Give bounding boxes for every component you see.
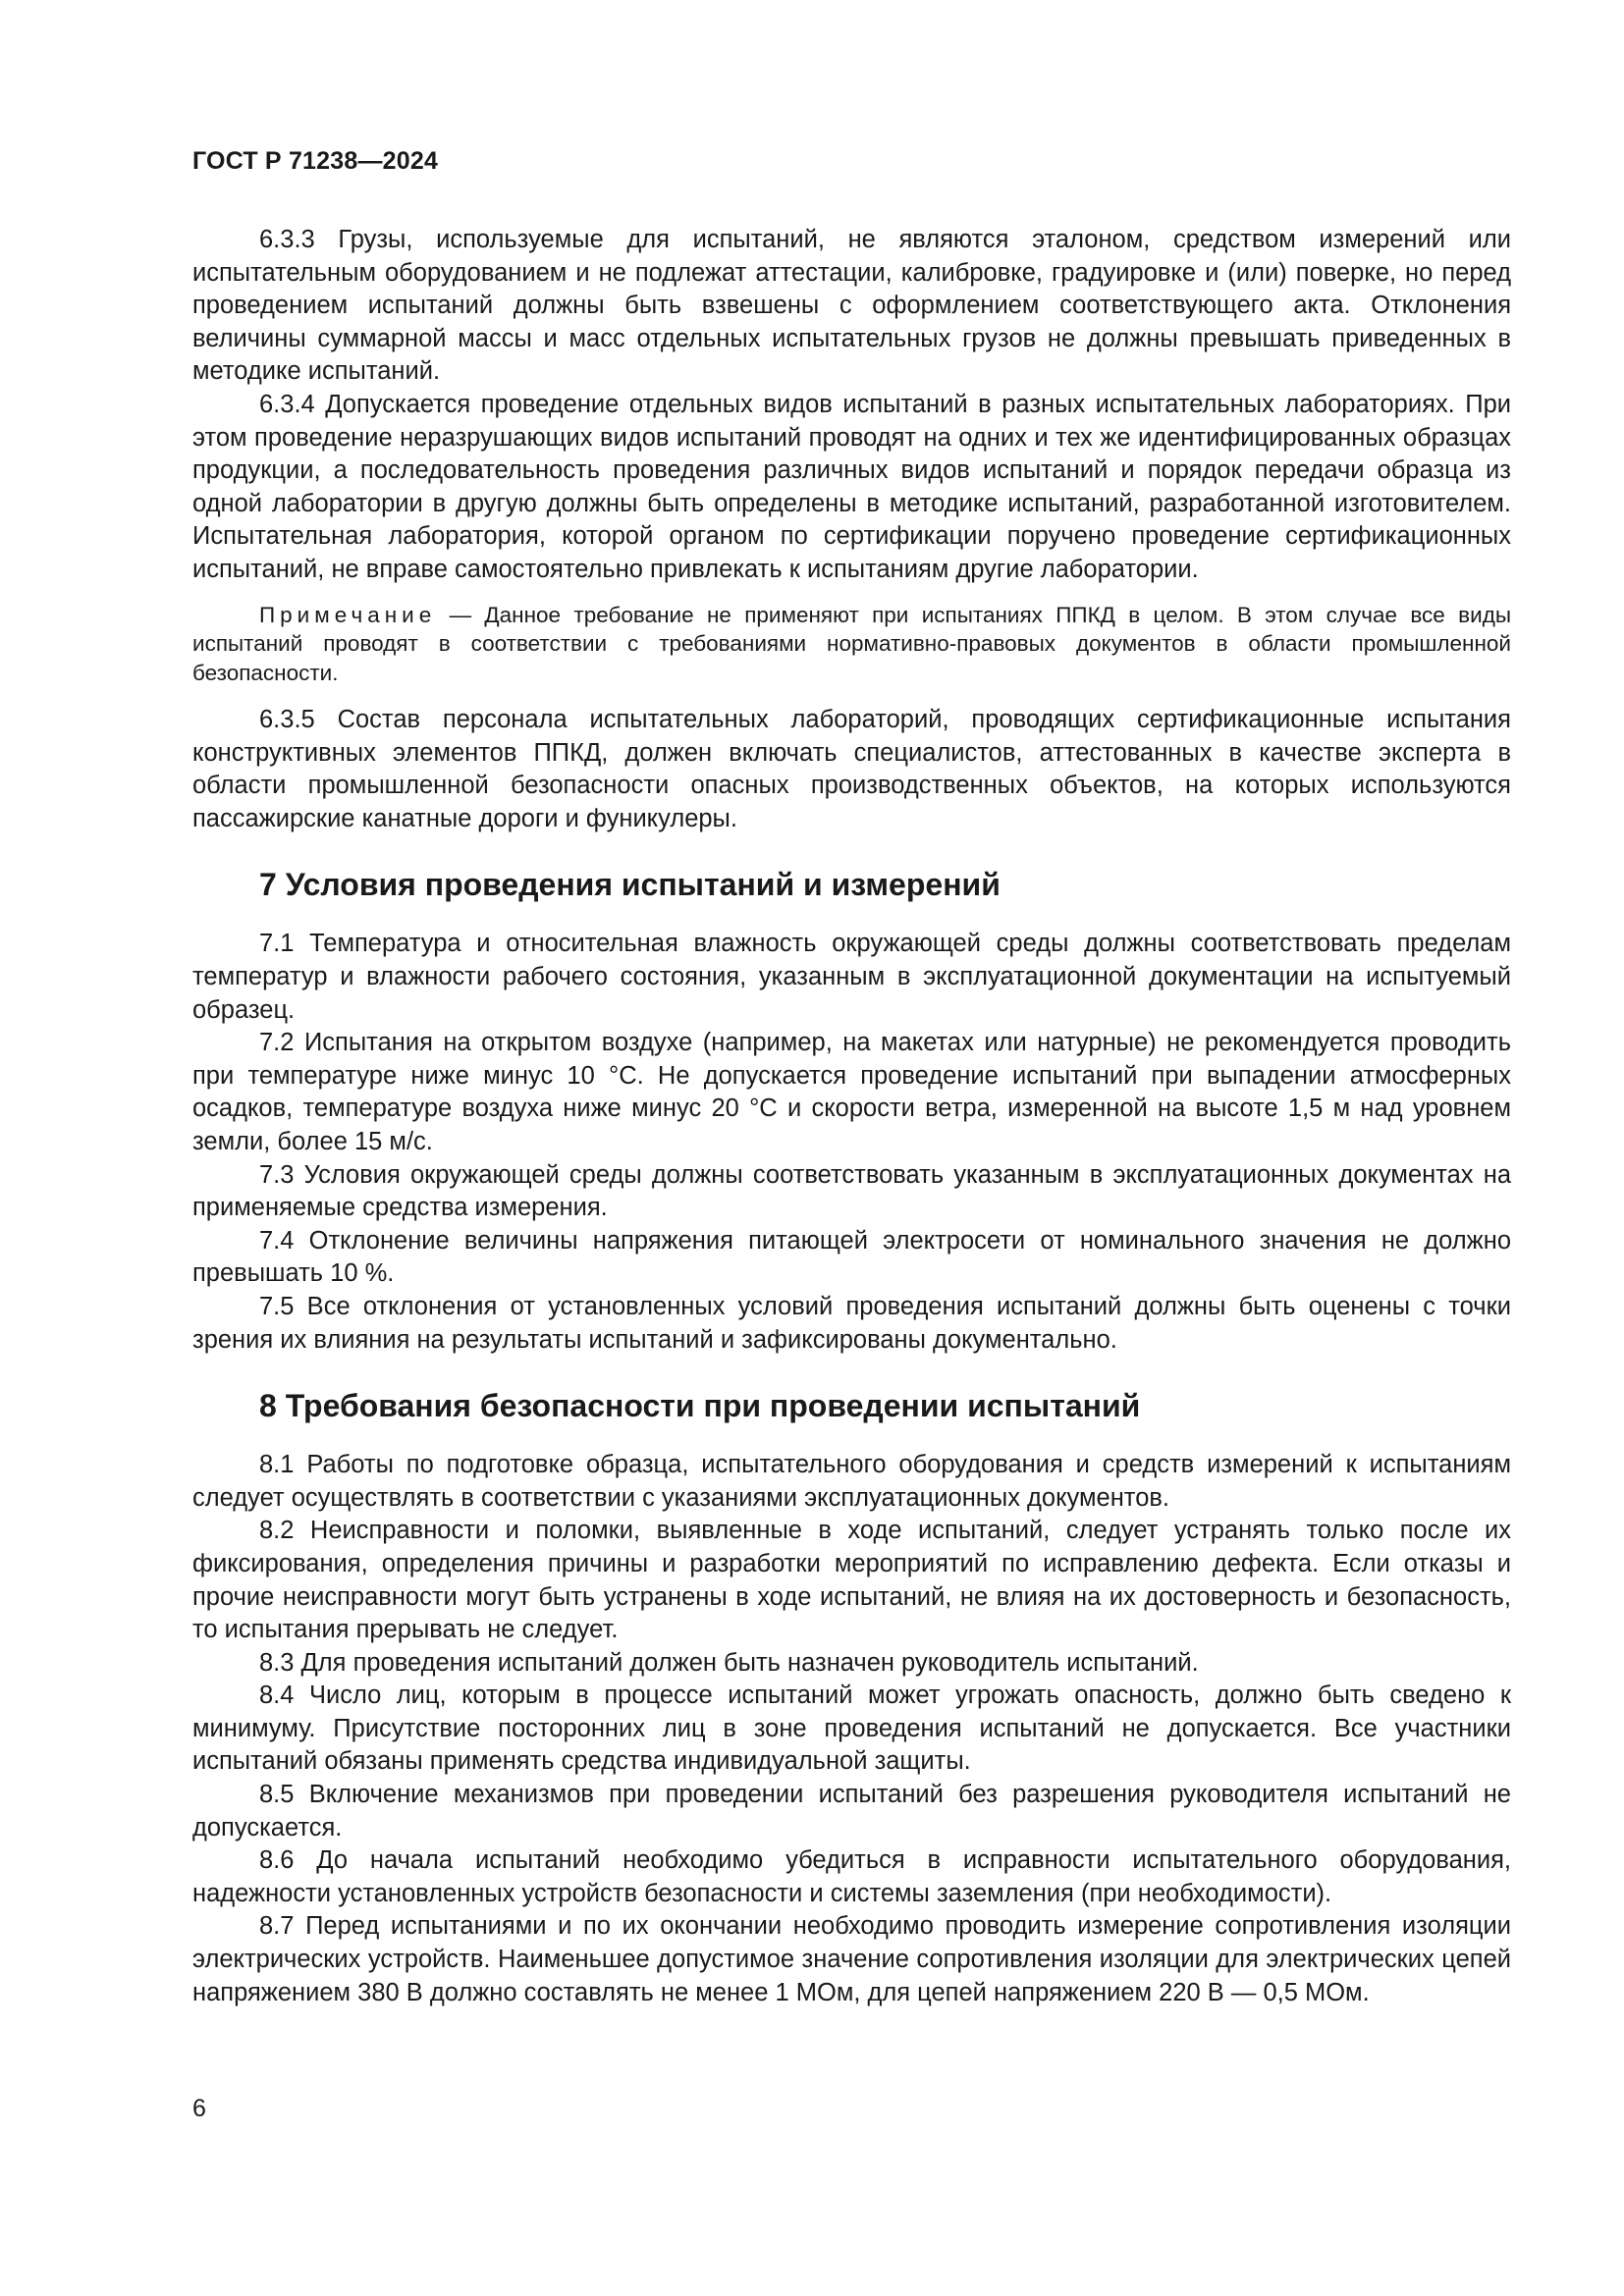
paragraph-6-3-4: 6.3.4 Допускается проведение отдельных видов испытаний в разных испытательных лабораториях. При этом проведение неразрушающих видов испытаний проводят на одних и тех же идентифицированных образцах продукции, а последовательность проведения различных видов испытаний и порядок передачи образца из одной лаборатории в другую должны быть определены в методике испытаний, разработанной изготовителем. Испытательная лаборатория, которой органом по сертификации поручено проведение сертификационных испытаний, не вправе самостоятельно привлекать к испытаниям другие лаборатории. xyxy=(192,390,1511,583)
paragraph-7-4: 7.4 Отклонение величины напряжения питающей электросети от номинального значения не должно превышать 10 %. xyxy=(192,1226,1511,1288)
paragraph-7-3: 7.3 Условия окружающей среды должны соответствовать указанным в эксплуатационных документах на применяемые средства измерения. xyxy=(192,1160,1511,1222)
paragraph-6-3-3: 6.3.3 Грузы, используемые для испытаний, не являются эталоном, средством измерений или испытательным оборудованием и не подлежат аттестации, калибровке, градуировке и (или) поверке, но перед проведением испытаний должны быть взвешены с оформлением соответствующего акта. Отклонения величины суммарной массы и масс отдельных испытательных грузов не должны превышать приведенных в методике испытаний. xyxy=(192,226,1511,386)
paragraph-8-1: 8.1 Работы по подготовке образца, испытательного оборудования и средств измерений к испытаниям следует осуществлять в соответствии с указаниями эксплуатационных документов. xyxy=(192,1451,1511,1512)
note-text: — Данное требование не применяют при испытаниях ППКД в целом. В этом случае все виды испытаний проводят в соответствии с требованиями нормативно-правовых документов в области промышленной безопасности. xyxy=(192,602,1511,685)
section-7-heading: 7 Условия проведения испытаний и измерений xyxy=(259,867,1001,903)
section-8-heading: 8 Требования безопасности при проведении испытаний xyxy=(259,1388,1141,1424)
paragraph-7-2: 7.2 Испытания на открытом воздухе (например, на макетах или натурные) не рекомендуется проводить при температуре ниже минус 10 °С. Не допускается проведение испытаний при выпадении атмосферных осадков, температуре воздуха ниже минус 20 °С и скорости ветра, измеренной на высоте 1,5 м над уровнем земли, более 15 м/с. xyxy=(192,1029,1511,1155)
paragraph-8-4: 8.4 Число лиц, которым в процессе испытаний может угрожать опасность, должно быть сведено к минимуму. Присутствие посторонних лиц в зоне проведения испытаний не допускается. Все участники испытаний обязаны применять средства индивидуальной защиты. xyxy=(192,1682,1511,1776)
note-label: Примечание xyxy=(259,602,437,627)
document-code-header: ГОСТ Р 71238—2024 xyxy=(192,147,439,175)
paragraph-8-5: 8.5 Включение механизмов при проведении испытаний без разрешения руководителя испытаний не допускается. xyxy=(192,1781,1511,1842)
note-block xyxy=(192,601,1511,688)
paragraph-7-1: 7.1 Температура и относительная влажность окружающей среды должны соответствовать пределам температур и влажности рабочего состояния, указанным в эксплуатационной документации на испытуемый образец. xyxy=(192,930,1511,1024)
paragraph-8-2: 8.2 Неисправности и поломки, выявленные в ходе испытаний, следует устранять только после их фиксирования, определения причины и разработки мероприятий по исправлению дефекта. Если отказы и прочие неисправности могут быть устранены в ходе испытаний, не влияя на их достоверность и безопасность, то испытания прерывать не следует. xyxy=(192,1517,1511,1644)
page-content xyxy=(192,224,1511,2009)
paragraph-8-6: 8.6 До начала испытаний необходимо убедиться в исправности испытательного оборудования, надежности установленных устройств безопасности и системы заземления (при необходимости). xyxy=(192,1846,1511,1907)
paragraph-8-3: 8.3 Для проведения испытаний должен быть назначен руководитель испытаний. xyxy=(259,1648,1199,1677)
paragraph-7-5: 7.5 Все отклонения от установленных условий проведения испытаний должны быть оценены с точки зрения их влияния на результаты испытаний и зафиксированы документально. xyxy=(192,1292,1511,1354)
paragraph-6-3-5: 6.3.5 Состав персонала испытательных лабораторий, проводящих сертификационные испытания конструктивных элементов ППКД, должен включать специалистов, аттестованных в качестве эксперта в области промышленной безопасности опасных производственных объектов, на которых используются пассажирские канатные дороги и фуникулеры. xyxy=(192,706,1511,832)
page-number: 6 xyxy=(192,2095,206,2122)
paragraph-8-7: 8.7 Перед испытаниями и по их окончании необходимо проводить измерение сопротивления изоляции электрических устройств. Наименьшее допустимое значение сопротивления изоляции для электрических цепей напряжением 380 В должно составлять не менее 1 МОм, для цепей напряжением 220 В — 0,5 МОм. xyxy=(192,1912,1511,2006)
